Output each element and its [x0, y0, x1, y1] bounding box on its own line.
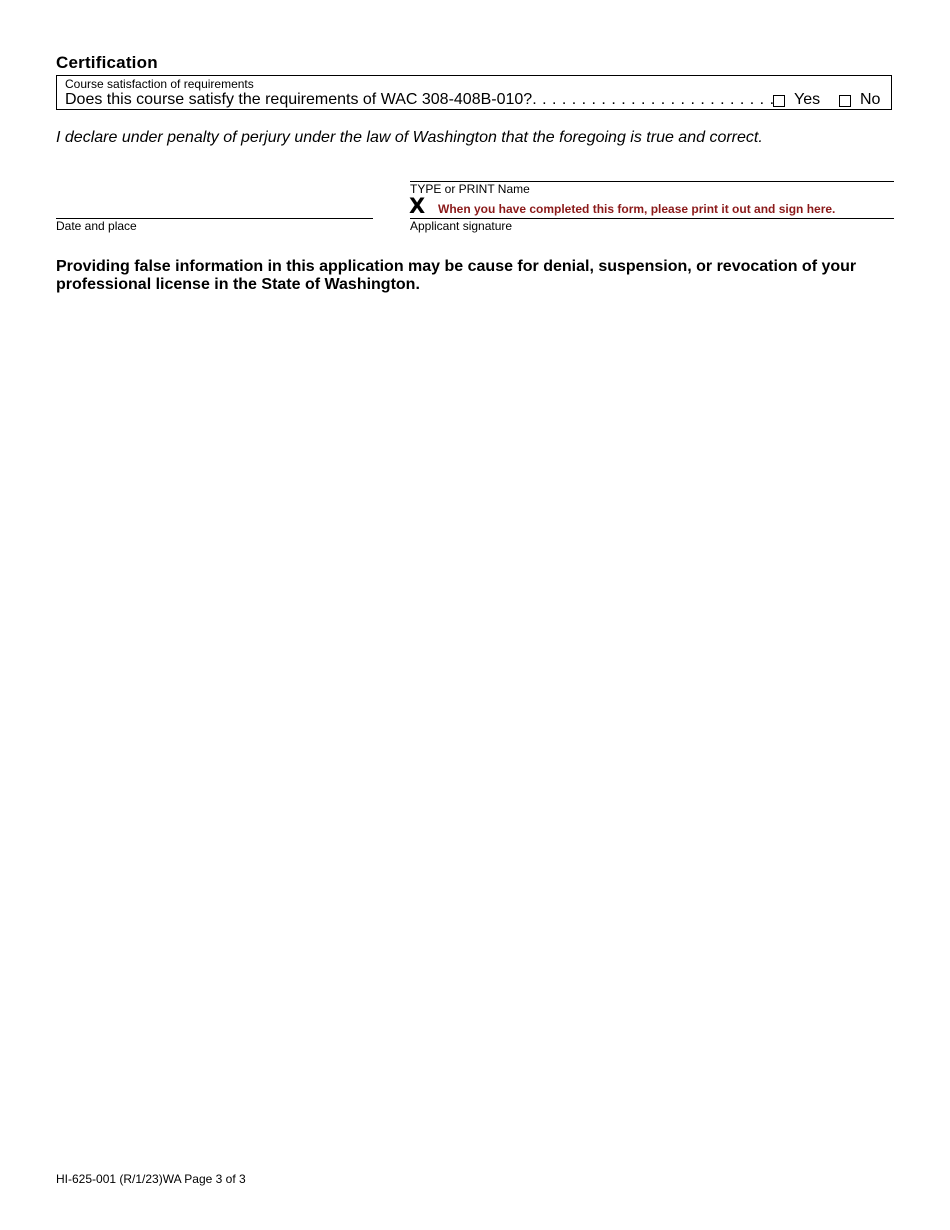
no-checkbox[interactable] — [839, 95, 851, 107]
certification-label: Course satisfaction of requirements — [65, 77, 254, 91]
false-information-warning: Providing false information in this application may be cause for denial, suspension, or revocation of your professional license in the State of Washington. — [56, 258, 857, 293]
leader-dots: . . . . . . . . . . . . . . . . . . . . . . . . . — [532, 91, 775, 108]
section-title: Certification — [56, 53, 158, 72]
signature-label: Applicant signature — [410, 219, 513, 233]
certification-question — [65, 91, 775, 109]
yes-checkbox[interactable] — [773, 95, 785, 107]
declaration-text: I declare under penalty of perjury under the law of Washington that the foregoing is true and correct. — [56, 129, 763, 146]
name-field-label: TYPE or PRINT Name — [410, 182, 530, 196]
signature-instruction: When you have completed this form, please print it out and sign here. — [438, 202, 836, 216]
certification-box — [56, 75, 892, 110]
date-place-label: Date and place — [56, 219, 137, 233]
signature-x-mark: X — [409, 194, 426, 218]
yes-label: Yes — [794, 91, 821, 108]
form-footer: HI-625-001 (R/1/23)WA Page 3 of 3 — [56, 1172, 246, 1186]
option-no[interactable] — [839, 91, 880, 109]
no-label: No — [860, 91, 881, 108]
option-yes[interactable] — [773, 91, 820, 109]
certification-question-text: Does this course satisfy the requirements of WAC 308-408B-010? — [65, 91, 533, 108]
